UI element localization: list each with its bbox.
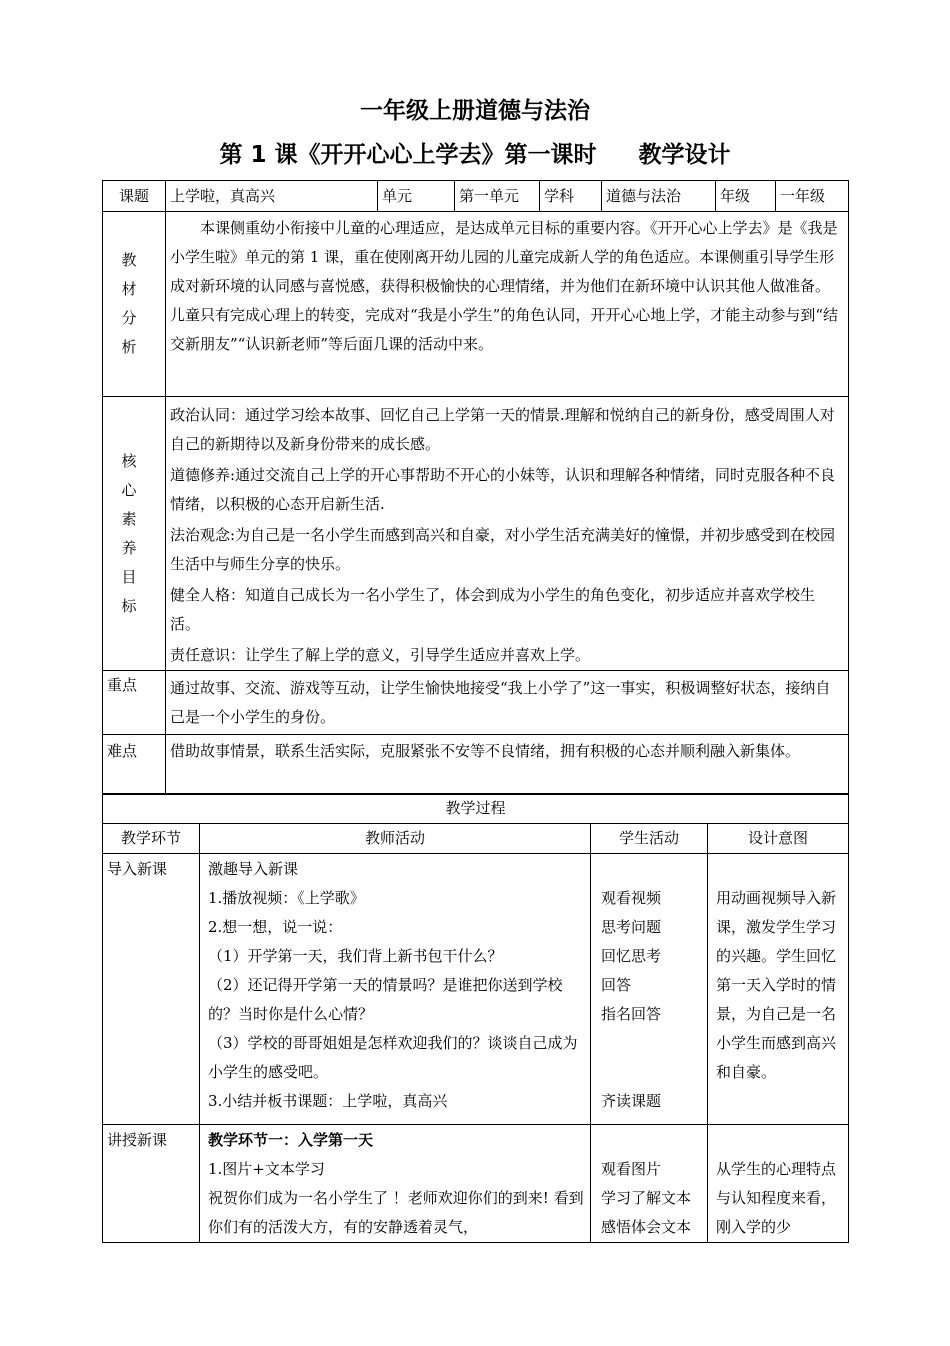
teacher-line: 3.小结并板书课题：上学啦，真高兴 [208, 1092, 448, 1110]
student-line: 思考问题 [601, 918, 662, 936]
header-stage: 教学环节 [103, 824, 200, 854]
goal-item: 道德修养:通过交流自己上学的开心事帮助不开心的小妹等，认识和理解各种情绪，同时克服各种不良情绪，以积极的心态开启新生活. [170, 466, 836, 513]
teacher-line: 1.播放视频：《上学歌》 [208, 889, 365, 907]
intent-intro: 用动画视频导入新课，激发学生学习的兴趣。学生回忆第一天入学时的情景，为自己是一名小学生而感到高兴和自豪。 [708, 854, 849, 1125]
teacher-line: 祝贺你们成为一名小学生了 ！老师欢迎你们的到来! 看到你们有的活泼大方，有的安静透着灵气， [208, 1189, 584, 1236]
student-line: 学习了解文本 [601, 1189, 692, 1207]
teacher-line: （1）开学第一天，我们背上新书包干什么？ [208, 947, 503, 965]
difficulty-text: 借助故事情景，联系生活实际，克服紧张不安等不良情绪，拥有积极的心态并顺利融入新集体。 [166, 735, 849, 795]
intent-new: 从学生的心理特点与认知程度来看，刚入学的少 [708, 1125, 849, 1243]
analysis-text: 本课侧重幼小衔接中儿童的心理适应，是达成单元目标的重要内容。《开开心心上学去》是《我是小学生啦》单元的第 1 课，重在使刚离开幼儿园的儿童完成新人学的角色适应。本课侧重引导学生形成对新环境的认同感与喜悦感，获得积极愉快的心理情绪，并为他们在新环境中认识其他人做准备。儿童只有完成心理上的转变，完成对“我是小学生”的角色认同，开开心心地上学，才能主动参与到“结交新朋友”“认识新老师”等后面几课的活动中来。 [166, 212, 849, 397]
student-line: 观看视频 [601, 889, 662, 907]
lesson-title: 第 1 课《开开心心上学去》第一课时 [219, 142, 597, 168]
student-activity-new [591, 1125, 708, 1243]
xueke-value: 道德与法治 [602, 181, 716, 212]
analysis-label-line2: 分 析 [121, 309, 147, 356]
teacher-line: 1.图片+文本学习 [208, 1160, 325, 1178]
header-teacher: 教师活动 [200, 824, 591, 854]
process-title: 教学过程 [103, 794, 849, 824]
nianji-value: 一年级 [776, 181, 849, 212]
analysis-label-line1: 教 材 [121, 251, 147, 298]
stage-intro: 导入新课 [103, 854, 200, 1125]
goals-label-line3: 目 标 [121, 567, 147, 615]
stage-new-lesson: 讲授新课 [103, 1125, 200, 1243]
student-line: 感悟体会文本 [601, 1218, 692, 1236]
goal-item: 政治认同：通过学习绘本故事、回忆自己上学第一天的情景.理解和悦纳自己的新身份，感受周围人对自己的新期待以及新身份带来的成长感。 [170, 406, 835, 453]
teaching-process-table [102, 793, 849, 1243]
design-label: 教学设计 [638, 142, 731, 168]
teacher-heading: 教学环节一：入学第一天 [208, 1131, 374, 1149]
analysis-label [103, 212, 166, 397]
goals-label-line2: 素 养 [121, 509, 147, 557]
document-title: 一年级上册道德与法治 [360, 98, 590, 124]
teacher-line: （3）学校的哥哥姐姐是怎样欢迎我们的？谈谈自己成为小学生的感受吧。 [208, 1034, 578, 1081]
goal-item: 法治观念:为自己是一名小学生而感到高兴和自豪，对小学生活充满美好的憧憬，并初步感受到在校园生活中与师生分享的快乐。 [170, 526, 836, 573]
teacher-line: 2.想一想，说一说： [208, 918, 343, 936]
header-student: 学生活动 [591, 824, 708, 854]
goal-item: 健全人格：知道自己成长为一名小学生了，体会到成为小学生的角色变化，初步适应并喜欢学校生活。 [170, 586, 816, 633]
xueke-label: 学科 [540, 181, 602, 212]
keypoint-label: 重点 [103, 671, 166, 735]
danyuan-label: 单元 [378, 181, 455, 212]
teacher-line: 激趣导入新课 [208, 860, 299, 878]
student-line: 观看图片 [601, 1160, 662, 1178]
keti-value: 上学啦，真高兴 [166, 181, 378, 212]
teacher-activity-intro [200, 854, 591, 1125]
goals-label [103, 397, 166, 671]
goals-text [166, 397, 849, 671]
student-activity-intro [591, 854, 708, 1125]
document-subtitle [0, 136, 950, 169]
keti-label: 课题 [103, 181, 166, 212]
keypoint-text: 通过故事、交流、游戏等互动，让学生愉快地接受“我上小学了”这一事实，积极调整好状态，接纳自己是一个小学生的身份。 [166, 671, 849, 735]
header-intent: 设计意图 [708, 824, 849, 854]
lesson-info-table [102, 180, 849, 795]
danyuan-value: 第一单元 [455, 181, 540, 212]
student-line: 回答 [601, 976, 632, 994]
goal-item: 责任意识：让学生了解上学的意义，引导学生适应并喜欢上学。 [170, 646, 591, 664]
teacher-line: （2）还记得开学第一天的情景吗？是谁把你送到学校的？当时你是什么心情？ [208, 976, 563, 1023]
teacher-activity-new [200, 1125, 591, 1243]
nianji-label: 年级 [716, 181, 776, 212]
goals-label-line1: 核 心 [121, 451, 147, 499]
student-line: 指名回答 [601, 1005, 662, 1023]
student-line: 齐读课题 [601, 1092, 662, 1110]
difficulty-label: 难点 [103, 735, 166, 795]
student-line: 回忆思考 [601, 947, 662, 965]
